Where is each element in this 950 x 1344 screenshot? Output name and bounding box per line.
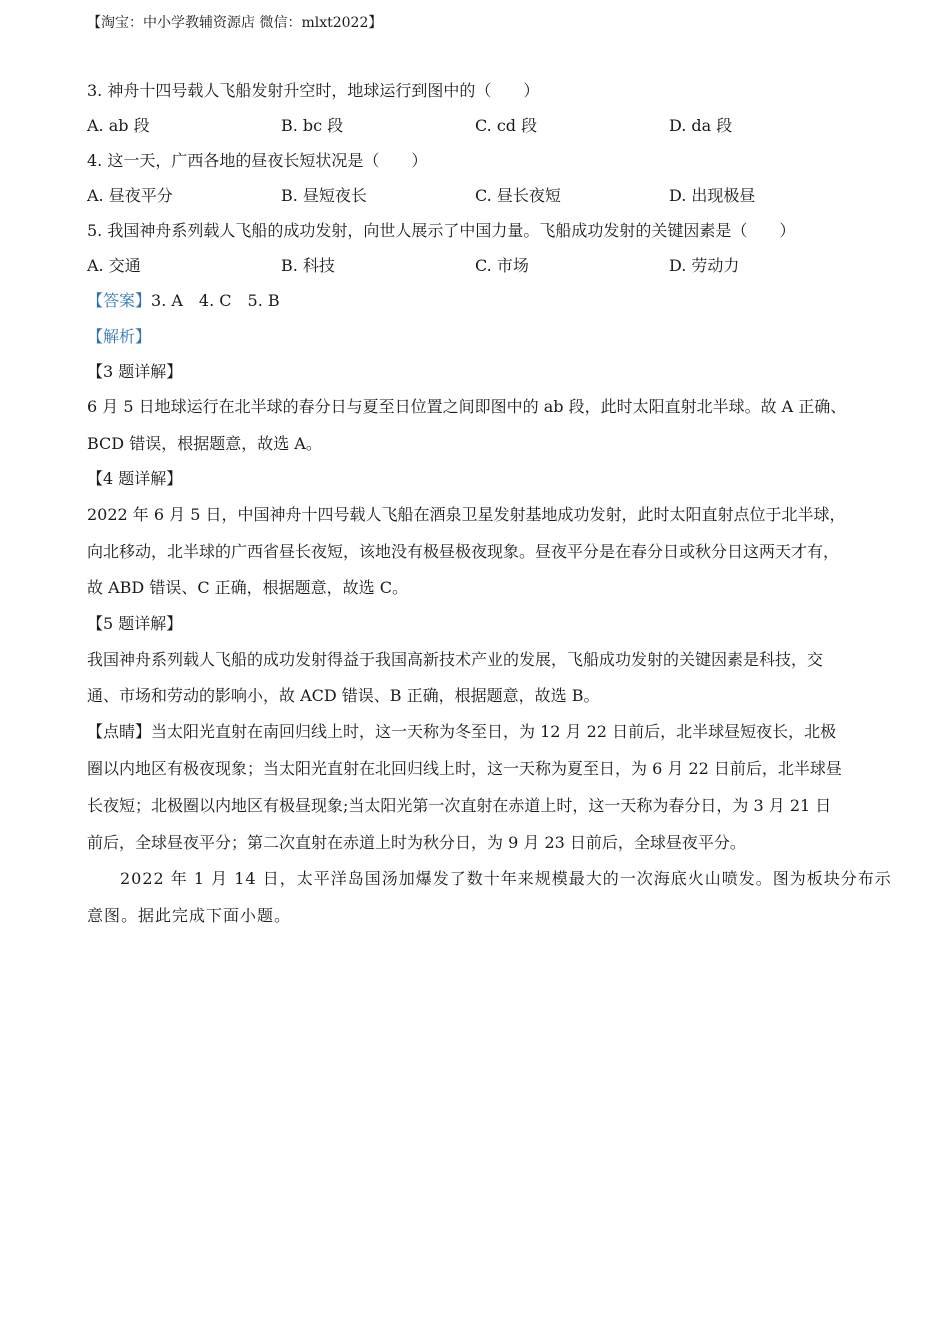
page-header: 【淘宝：中小学教辅资源店 微信：mlxt2022】 [87, 15, 383, 31]
tip-line-1: 【点睛】当太阳光直射在南回归线上时，这一天称为冬至日，为 12 月 22 日前后，北半球昼短夜长，北极 [87, 722, 837, 741]
tip-line-2: 圈以内地区有极夜现象；当太阳光直射在北回归线上时，这一天称为夏至日，为 6 月 22 日前后，北半球昼 [87, 759, 842, 778]
option-c: C. 昼长夜短 [475, 186, 561, 205]
detail-3-title: 【3 题详解】 [87, 362, 183, 381]
answer-label: 【答案】 [87, 291, 152, 310]
option-d: D. da 段 [669, 116, 733, 135]
intro-line-2: 意图。据此完成下面小题。 [87, 906, 292, 925]
question-4-options [87, 186, 867, 206]
option-d: D. 劳动力 [669, 256, 740, 275]
option-d: D. 出现极昼 [669, 186, 756, 205]
intro-line-1: 2022 年 1 月 14 日，太平洋岛国汤加爆发了数十年来规模最大的一次海底火山喷发。图为板块分布示 [120, 869, 892, 888]
option-a: A. ab 段 [87, 116, 150, 135]
answer-text: 3. A 4. C 5. B [151, 291, 280, 310]
option-b: B. bc 段 [281, 116, 344, 135]
detail-4-title: 【4 题详解】 [87, 469, 183, 488]
detail-5-line-2: 通、市场和劳动的影响小，故 ACD 错误、B 正确，根据题意，故选 B。 [87, 686, 600, 705]
question-5-stem: 5. 我国神舟系列载人飞船的成功发射，向世人展示了中国力量。飞船成功发射的关键因素是（ ） [87, 221, 796, 240]
tip-line-3: 长夜短；北极圈以内地区有极昼现象;当太阳光第一次直射在赤道上时，这一天称为春分日，为 3 月 21 日 [87, 796, 832, 815]
option-b: B. 科技 [281, 256, 335, 275]
question-3-options [87, 116, 867, 136]
option-c: C. 市场 [475, 256, 529, 275]
detail-4-line-2: 向北移动，北半球的广西省昼长夜短，该地没有极昼极夜现象。昼夜平分是在春分日或秋分日这两天才有， [87, 542, 840, 561]
option-b: B. 昼短夜长 [281, 186, 367, 205]
question-3-stem: 3. 神舟十四号载人飞船发射升空时，地球运行到图中的（ ） [87, 81, 540, 100]
option-a: A. 昼夜平分 [87, 186, 173, 205]
detail-5-line-1: 我国神舟系列载人飞船的成功发射得益于我国高新技术产业的发展，飞船成功发射的关键因素是科技，交 [87, 650, 824, 669]
question-4-stem: 4. 这一天，广西各地的昼夜长短状况是（ ） [87, 151, 428, 170]
detail-4-line-1: 2022 年 6 月 5 日，中国神舟十四号载人飞船在酒泉卫星发射基地成功发射，此时太阳直射点位于北半球， [87, 505, 846, 524]
detail-3-line-1: 6 月 5 日地球运行在北半球的春分日与夏至日位置之间即图中的 ab 段，此时太阳直射北半球。故 A 正确、 [87, 397, 847, 416]
analysis-label: 【解析】 [87, 327, 152, 346]
tip-line-4: 前后，全球昼夜平分；第二次直射在赤道上时为秋分日，为 9 月 23 日前后，全球昼夜平分。 [87, 833, 746, 852]
option-c: C. cd 段 [475, 116, 538, 135]
question-5-options [87, 256, 867, 276]
detail-4-line-3: 故 ABD 错误、C 正确，根据题意，故选 C。 [87, 578, 408, 597]
option-a: A. 交通 [87, 256, 141, 275]
detail-5-title: 【5 题详解】 [87, 614, 183, 633]
answer-line [87, 291, 280, 311]
detail-3-line-2: BCD 错误，根据题意，故选 A。 [87, 434, 322, 453]
